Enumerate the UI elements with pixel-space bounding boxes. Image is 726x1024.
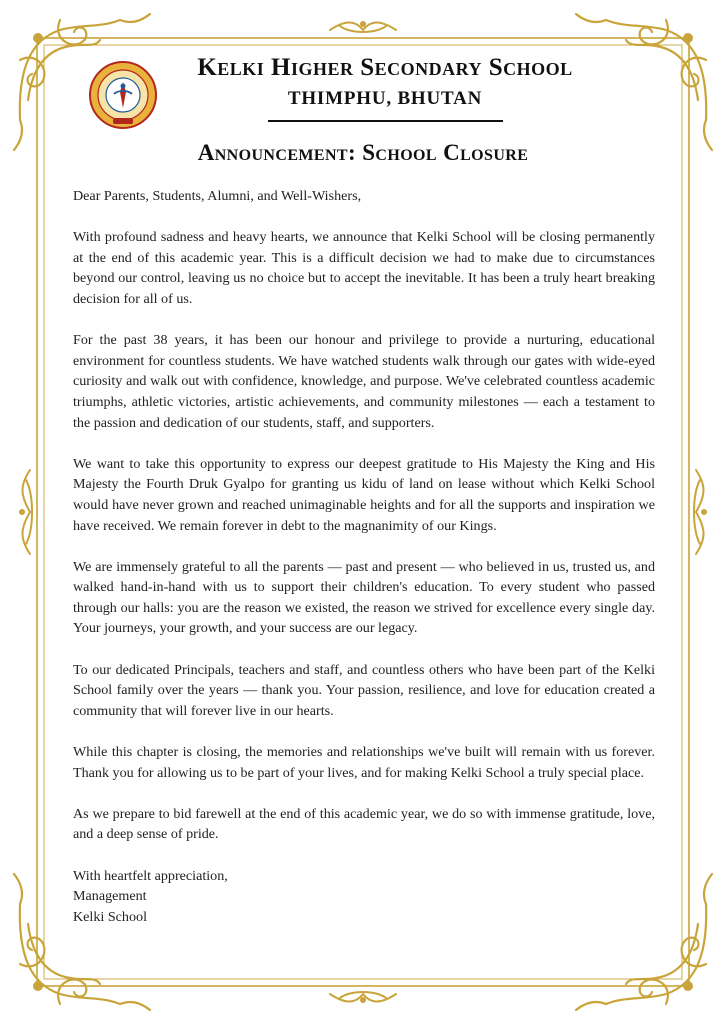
paragraph: As we prepare to bid farewell at the end of this academic year, we do so with immense gratitude, love, and a deep sense of pride. <box>73 805 655 843</box>
closing: With heartfelt appreciation, <box>73 867 228 884</box>
paragraph: With profound sadness and heavy hearts, we announce that Kelki School will be closing permanently at the end of this academic year. This is a difficult decision we had to make due to circumstances beyond our control, leaving us no choice but to accept the inevitable. It has been a truly heart breaking decision for all of us. <box>73 229 655 307</box>
letter-body <box>73 186 655 927</box>
signature-line: Management <box>73 888 147 905</box>
paragraph: While this chapter is closing, the memories and relationships we've built will remain with us forever. Thank you for allowing us to be part of your lives, and for making Kelki School a truly special place. <box>73 744 655 781</box>
paragraph: For the past 38 years, it has been our honour and privilege to provide a nurturing, educational environment for countless students. We have watched students walk through our gates with wide-eyed curiosity and walk out with confidence, knowledge, and purpose. We've celebrated countless academic triumphs, athletic victories, artistic achievements, and community milestones — each a testament to the passion and dedication of our students, staff, and supporters. <box>73 332 655 431</box>
school-name: Kelki Higher Secondary School <box>197 54 573 81</box>
signoff <box>73 866 655 928</box>
school-location: THIMPHU, BHUTAN <box>287 88 483 109</box>
paragraph: To our dedicated Principals, teachers and staff, and countless others who have been part of the Kelki School family over the years — thank you. Your passion, resilience, and love for education created a community that will forever live in our hearts. <box>73 661 655 719</box>
announcement-title: Announcement: School Closure <box>197 140 529 165</box>
signature-line: Kelki School <box>73 908 147 925</box>
paragraph: We are immensely grateful to all the parents — past and present — who believed in us, trusted us, and walked hand-in-hand with us to support their children's education. To every student who passed through our halls: you are the reason we existed, the reason we strived for excellence every single day. Your journeys, your growth, and your success are our legacy. <box>73 558 655 637</box>
school-crest-icon <box>88 60 158 130</box>
salutation: Dear Parents, Students, Alumni, and Well-Wishers, <box>73 188 362 204</box>
paragraph: We want to take this opportunity to express our deepest gratitude to His Majesty the King and His Majesty the Fourth Druk Gyalpo for granting us kidu of land on lease without which Kelki School would have never grown and reached unimaginable heights and for all the supports and inspiration we have received. We remain forever in debt to the magnanimity of our Kings. <box>73 455 655 534</box>
letterhead <box>150 52 620 122</box>
header-divider <box>268 120 503 122</box>
